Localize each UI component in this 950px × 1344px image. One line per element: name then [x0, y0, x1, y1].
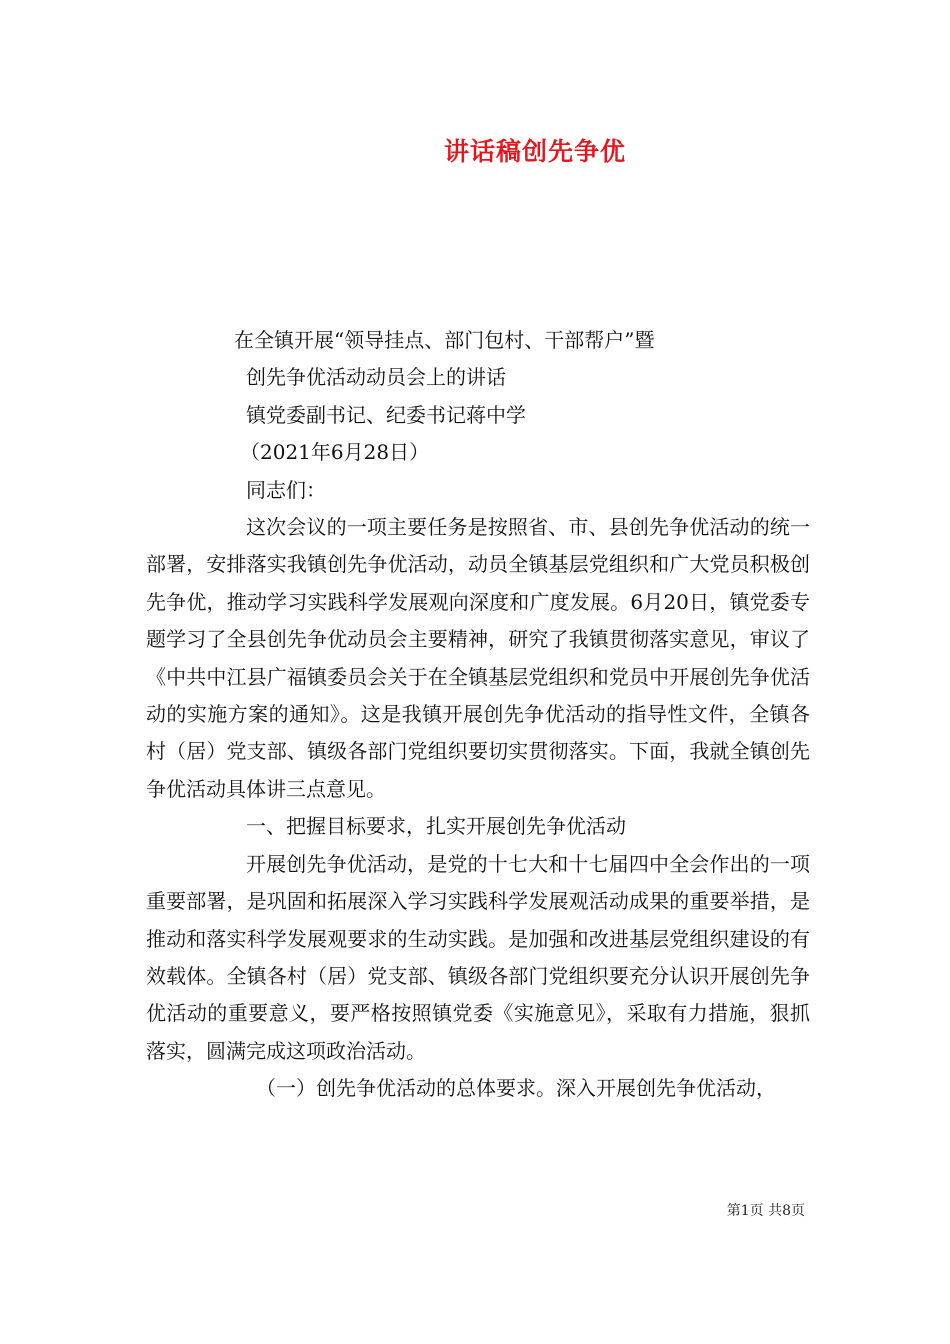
document-body	[146, 322, 810, 1108]
paragraph-intro: 这次会议的一项主要任务是按照省、市、县创先争优活动的统一部署，安排落实我镇创先争优活动，动员全镇基层党组织和广大党员积极创先争优，推动学习实践科学发展观向深度和广度发展。6月20日，镇党委专题学习了全县创先争优动员会主要精神，研究了我镇贯彻落实意见，审议了《中共中江县广福镇委员会关于在全镇基层党组织和党员中开展创先争优活动的实施方案的通知》。这是我镇开展创先争优活动的指导性文件，全镇各村（居）党支部、镇级各部门党组织要切实贯彻落实。下面，我就全镇创先争优活动具体讲三点意见。	[146, 515, 810, 801]
paragraph-subsection-1: （一）创先争优活动的总体要求。深入开展创先争优活动，	[256, 1076, 776, 1101]
date-line: （2021年6月28日）	[240, 440, 430, 465]
section-heading-1: 一、把握目标要求，扎实开展创先争优活动	[246, 814, 626, 839]
page-footer: 第1页 共8页	[726, 1203, 805, 1219]
salutation-line: 同志们：	[246, 477, 326, 502]
document-title: 讲话稿创先争优	[443, 137, 626, 166]
speech-title-line-1: 在全镇开展“领导挂点、部门包村、干部帮户”暨	[234, 328, 655, 352]
paragraph-section-1: 开展创先争优活动，是党的十七大和十七届四中全会作出的一项重要部署，是巩固和拓展深入学习实践科学发展观活动成果的重要举措，是推动和落实科学发展观要求的生动实践。是加强和改进基层党组织建设的有效载体。全镇各村（居）党支部、镇级各部门党组织要充分认识开展创先争优活动的重要意义，要严格按照镇党委《实施意见》，采取有力措施，狠抓落实，圆满完成这项政治活动。	[146, 851, 810, 1063]
speaker-line: 镇党委副书记、纪委书记蒋中学	[246, 402, 526, 427]
speech-title-line-2: 创先争优活动动员会上的讲话	[246, 365, 506, 390]
